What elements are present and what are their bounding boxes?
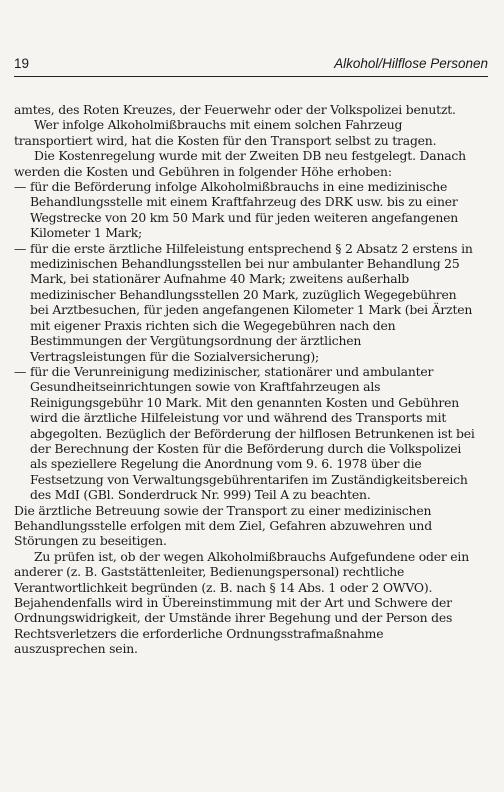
- paragraph-2: Wer infolge Alkoholmißbrauchs mit einem solchen Fahrzeug transportiert wird, hat die Kosten für den Transport selbst zu tragen.: [14, 117, 437, 148]
- running-title: Alkohol/Hilflose Personen: [334, 56, 488, 71]
- dash-marker: —: [14, 240, 27, 256]
- paragraph-4: Die ärztliche Betreuung sowie der Transport zu einer medizinischen Behandlungsstelle erfolgen mit dem Ziel, Gefahren abzuwehren und Störungen zu beseitigen.: [14, 502, 432, 549]
- dash-marker: —: [14, 363, 27, 379]
- header-rule: [14, 76, 488, 77]
- paragraph-5: Zu prüfen ist, ob der wegen Alkoholmißbrauchs Aufgefundene oder ein anderer (z. B. Gaststättenleiter, Bedienungspersonal) rechtliche Verantwortlichkeit begründen (z. B. nach § 14 Abs. 1 oder 2 OWVO). Bejahendenfalls wird in Übereinstimmung mit der Art und Schwere der Ordnungswidrigkeit, der Umstände ihrer Begehung und der Person des Rechtsverletzers die erforderliche Ordnungsstrafmaßnahme auszusprechen sein.: [14, 548, 469, 657]
- list-item: [14, 179, 476, 241]
- paragraph-1: amtes, des Roten Kreuzes, der Feuerwehr oder der Volkspolizei benutzt.: [14, 102, 456, 117]
- paragraph-3: Die Kostenregelung wurde mit der Zweiten DB neu festgelegt. Danach werden die Kosten und Gebühren in folgender Höhe erhoben:: [14, 148, 466, 179]
- body-text: [14, 102, 476, 657]
- dash-marker: —: [14, 179, 27, 195]
- list-item-text: für die erste ärztliche Hilfeleistung entsprechend § 2 Absatz 2 erstens in medizinischen Behandlungsstellen bei nur ambulanter Behandlung 25 Mark, bei stationärer Aufnahme 40 Mark; zweitens außerhalb medizinischer Behandlungsstellen 20 Mark, zuzüglich Wegegebühren bei Arztbesuchen, für jeden angefangenen Kilometer 1 Mark (bei Ärzten mit eigener Praxis richten sich die Wegegebühren nach den Bestimmungen der Vergütungsordnung der ärztlichen Vertragsleistungen für die Sozialversicherung);: [30, 240, 473, 364]
- list-item-text: für die Beförderung infolge Alkoholmißbrauchs in eine medizinische Behandlungsstelle mit einem Kraftfahrzeug des DRK usw. bis zu einer Wegstrecke von 20 km 50 Mark und für jeden weiteren angefangenen Kilometer 1 Mark;: [30, 179, 459, 241]
- page-number: 19: [14, 56, 30, 71]
- running-header: [14, 56, 488, 76]
- list-item-text: für die Verunreinigung medizinischer, stationärer und ambulanter Gesundheitseinrichtungen sowie von Kraftfahrzeugen als Reinigungsgebühr 10 Mark. Mit den genannten Kosten und Gebühren wird die ärztliche Hilfeleistung vor und während des Transports mit abgegolten. Bezüglich der Beförderung der hilflosen Betrunkenen ist bei der Berechnung der Kosten für die Beförderung durch die Volkspolizei als speziellere Regelung die Anordnung vom 9. 6. 1978 über die Festsetzung von Verwaltungsgebührentarifen im Zuständigkeitsbereich des MdI (GBl. Sonderdruck Nr. 999) Teil A zu beachten.: [30, 363, 475, 503]
- list-item: [14, 241, 476, 364]
- list-item: [14, 364, 476, 503]
- fee-list: [14, 179, 476, 503]
